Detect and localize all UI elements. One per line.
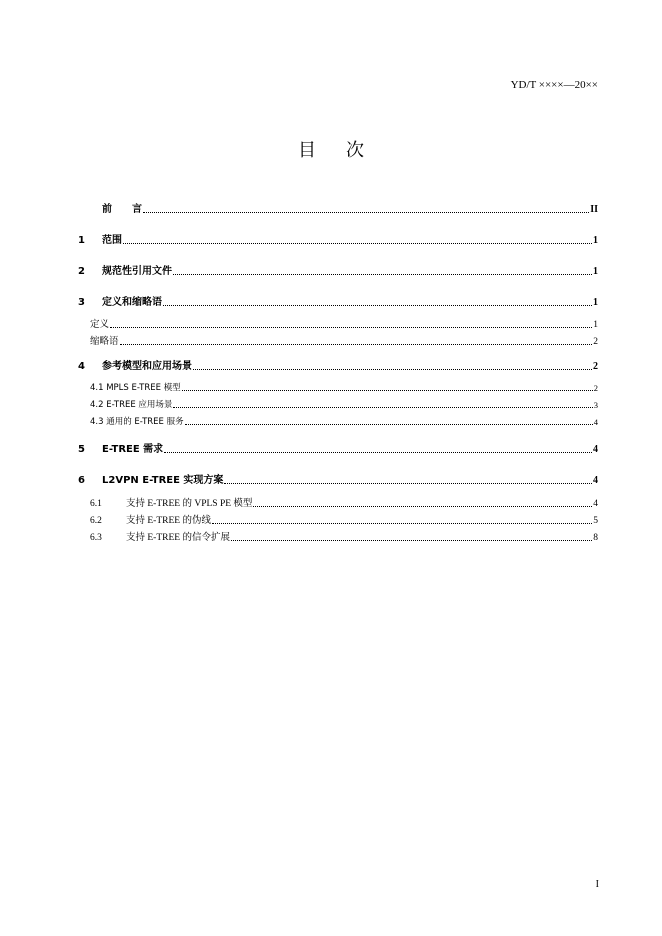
toc-page: 4 <box>593 475 598 486</box>
toc-entry-6-1[interactable] <box>78 495 598 509</box>
toc-label: 缩略语 <box>90 337 119 347</box>
toc-entry-normative-references[interactable] <box>78 262 598 277</box>
toc-entry-reference-model[interactable] <box>78 357 598 372</box>
toc-leader <box>110 326 592 328</box>
toc-number: 6.1 <box>90 499 102 509</box>
toc-number: 2 <box>78 266 85 277</box>
toc-entry-scope[interactable] <box>78 231 598 246</box>
toc-label: 规范性引用文件 <box>102 266 172 277</box>
toc-label: 支持 E-TREE 的伪线 <box>126 516 211 526</box>
toc-label: 定义 <box>90 320 110 330</box>
toc-leader <box>231 539 592 541</box>
toc-entry-abbreviations[interactable] <box>78 333 598 347</box>
toc-leader <box>224 482 592 484</box>
toc-label: 支持 E-TREE 的信令扩展 <box>126 533 230 543</box>
toc-leader <box>253 505 592 507</box>
toc-entry-4-2[interactable] <box>78 398 598 410</box>
toc-number: 3 <box>78 297 85 308</box>
toc-page: 1 <box>593 320 598 330</box>
toc-entry-6-2[interactable] <box>78 512 598 526</box>
toc-page: 2 <box>593 383 598 393</box>
toc-page: 4 <box>593 444 598 455</box>
toc-number: 5 <box>78 444 85 455</box>
toc-page: 2 <box>593 361 598 372</box>
toc-page: 1 <box>593 297 598 308</box>
toc-leader <box>185 423 593 425</box>
toc-entry-4-1[interactable] <box>78 381 598 393</box>
toc-entry-etree-requirements[interactable] <box>78 440 598 455</box>
document-header: YD/T ××××—20×× <box>510 79 598 91</box>
toc-entry-foreword[interactable] <box>78 200 598 215</box>
toc-label: 前 言 <box>102 204 142 215</box>
toc-label: 参考模型和应用场景 <box>102 361 192 372</box>
toc-leader <box>173 406 592 408</box>
toc-label: E-TREE 需求 <box>102 444 164 455</box>
toc-label: 4.2 E-TREE 应用场景 <box>90 400 173 410</box>
toc-page: 8 <box>593 533 598 543</box>
toc-page: 3 <box>593 400 598 410</box>
title-char-2: 次 <box>346 140 364 161</box>
page-title <box>0 136 662 162</box>
toc-entry-6-3[interactable] <box>78 529 598 543</box>
toc-leader <box>120 343 593 345</box>
toc-page: 4 <box>593 499 598 509</box>
toc-number: 6.2 <box>90 516 102 526</box>
toc-leader <box>182 389 593 391</box>
toc-page: 2 <box>593 337 598 347</box>
toc-page: 4 <box>593 417 598 427</box>
toc-label: L2VPN E-TREE 实现方案 <box>102 475 224 486</box>
toc-label: 支持 E-TREE 的 VPLS PE 模型 <box>126 499 253 509</box>
toc-page: II <box>590 204 598 215</box>
toc-entry-definitions[interactable] <box>78 316 598 330</box>
toc-label: 4.1 MPLS E-TREE 模型 <box>90 383 181 393</box>
toc-leader <box>193 368 592 370</box>
toc-leader <box>163 304 592 306</box>
toc-leader <box>164 451 592 453</box>
toc-number: 4 <box>78 361 85 372</box>
toc-leader <box>143 211 589 213</box>
toc-entry-definitions-abbreviations[interactable] <box>78 293 598 308</box>
toc-page: 1 <box>593 266 598 277</box>
toc-number: 1 <box>78 235 85 246</box>
toc-entry-l2vpn-solution[interactable] <box>78 471 598 486</box>
toc-number: 6.3 <box>90 533 102 543</box>
toc-leader <box>123 242 592 244</box>
toc-label: 4.3 通用的 E-TREE 服务 <box>90 417 184 427</box>
toc-entry-4-3[interactable] <box>78 415 598 427</box>
toc-page: 5 <box>593 516 598 526</box>
toc-number: 6 <box>78 475 85 486</box>
page-number: I <box>595 879 599 890</box>
toc-leader <box>212 522 592 524</box>
title-char-1: 目 <box>298 140 316 161</box>
toc-label: 范围 <box>102 235 122 246</box>
toc-label: 定义和缩略语 <box>102 297 162 308</box>
toc-leader <box>173 273 592 275</box>
toc-page: 1 <box>593 235 598 246</box>
